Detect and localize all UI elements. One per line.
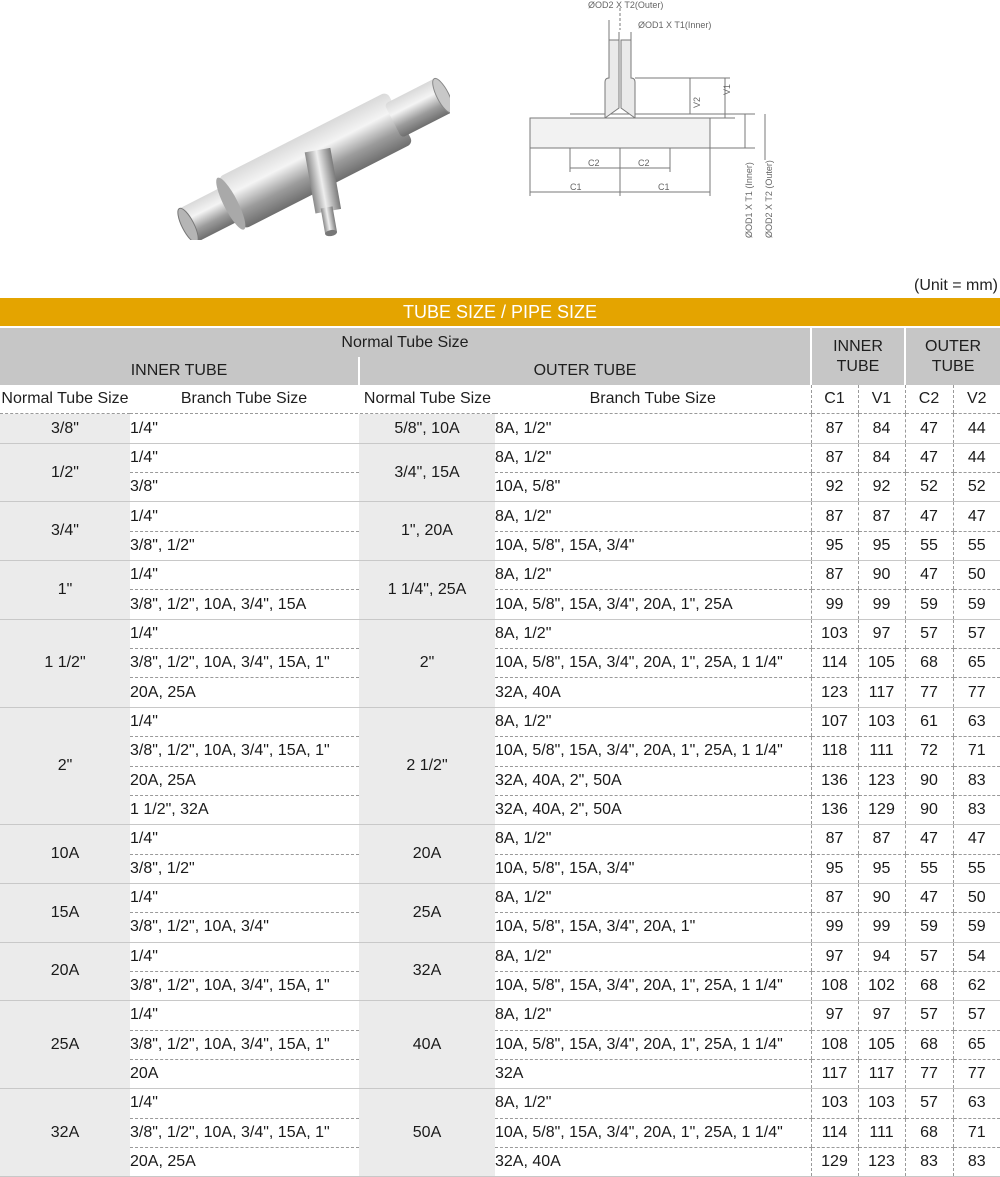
table-row [0,561,1000,590]
col-v1: V1 [858,385,905,414]
value-c2: 83 [905,1147,953,1176]
table-row [0,707,1000,736]
outer-normal-size: 40A [359,1001,495,1089]
col-normal-outer: Normal Tube Size [359,385,495,414]
table-row [0,1030,1000,1059]
value-c1: 129 [811,1147,858,1176]
value-c1: 108 [811,971,858,1000]
inner-normal-size: 20A [0,942,130,1001]
outer-branch-size: 8A, 1/2" [495,942,811,971]
col-c2: C2 [905,385,953,414]
dim-c2-left: C2 [588,158,600,168]
value-v1: 123 [858,1147,905,1176]
value-c1: 136 [811,766,858,795]
value-v2: 62 [953,971,1000,1000]
figure-area [0,0,1000,270]
value-v2: 44 [953,414,1000,443]
value-c1: 87 [811,502,858,531]
tee-dimension-drawing [520,0,790,250]
inner-branch-size: 3/8", 1/2", 10A, 3/4", 15A, 1" [130,971,359,1000]
table-row [0,795,1000,824]
table-row [0,473,1000,502]
value-c1: 87 [811,414,858,443]
value-v1: 123 [858,766,905,795]
value-v1: 117 [858,1059,905,1088]
table-body [0,414,1000,1177]
value-v1: 87 [858,502,905,531]
outer-normal-size: 2 1/2" [359,707,495,824]
value-v1: 111 [858,1118,905,1147]
value-v2: 83 [953,795,1000,824]
outer-normal-size: 32A [359,942,495,1001]
table-row [0,619,1000,648]
value-c1: 108 [811,1030,858,1059]
value-v2: 54 [953,942,1000,971]
dim-c1-left: C1 [570,182,582,192]
outer-normal-size: 50A [359,1089,495,1177]
dim-v2: V2 [692,96,702,108]
outer-branch-size: 10A, 5/8" [495,473,811,502]
outer-branch-size: 32A, 40A [495,678,811,707]
outer-branch-size: 32A, 40A [495,1147,811,1176]
inner-branch-size: 3/8", 1/2", 10A, 3/4", 15A, 1" [130,1118,359,1147]
outer-branch-size: 10A, 5/8", 15A, 3/4", 20A, 1", 25A, 1 1/4" [495,971,811,1000]
inner-normal-size: 3/4" [0,502,130,561]
value-c1: 87 [811,443,858,472]
inner-branch-size: 20A, 25A [130,678,359,707]
value-c2: 90 [905,766,953,795]
value-c1: 87 [811,825,858,854]
table-row [0,590,1000,619]
inner-branch-size: 20A, 25A [130,1147,359,1176]
inner-branch-size: 1/4" [130,883,359,912]
value-v2: 71 [953,737,1000,766]
value-v1: 99 [858,590,905,619]
value-v1: 103 [858,707,905,736]
value-v1: 90 [858,561,905,590]
value-c2: 90 [905,795,953,824]
inner-tube-header: INNER TUBE [0,357,359,385]
value-c2: 47 [905,883,953,912]
value-c2: 72 [905,737,953,766]
value-c2: 52 [905,473,953,502]
value-c2: 47 [905,414,953,443]
outer-branch-size: 10A, 5/8", 15A, 3/4", 20A, 1", 25A, 1 1/4" [495,1030,811,1059]
outer-tube-group-header: OUTER TUBE [905,327,1000,385]
table-row [0,971,1000,1000]
value-c2: 57 [905,619,953,648]
value-c2: 47 [905,825,953,854]
value-v2: 63 [953,707,1000,736]
value-v1: 95 [858,531,905,560]
outer-branch-size: 10A, 5/8", 15A, 3/4" [495,531,811,560]
table-row [0,913,1000,942]
col-v2: V2 [953,385,1000,414]
value-c2: 61 [905,707,953,736]
value-c2: 57 [905,942,953,971]
outer-tube-header: OUTER TUBE [359,357,811,385]
table-row [0,942,1000,971]
value-c1: 99 [811,913,858,942]
table-row [0,443,1000,472]
value-v2: 44 [953,443,1000,472]
value-v2: 57 [953,1001,1000,1030]
inner-branch-size: 3/8", 1/2" [130,854,359,883]
outer-branch-size: 8A, 1/2" [495,707,811,736]
outer-branch-size: 32A [495,1059,811,1088]
outer-branch-size: 10A, 5/8", 15A, 3/4", 20A, 1" [495,913,811,942]
value-v2: 77 [953,678,1000,707]
value-v1: 129 [858,795,905,824]
table-row [0,414,1000,443]
table-row [0,737,1000,766]
value-v1: 90 [858,883,905,912]
value-v1: 97 [858,1001,905,1030]
value-c1: 107 [811,707,858,736]
value-v1: 105 [858,649,905,678]
dim-od1-top: ØOD1 X T1(Inner) [638,20,712,30]
outer-branch-size: 8A, 1/2" [495,561,811,590]
inner-branch-size: 1/4" [130,414,359,443]
table-title: TUBE SIZE / PIPE SIZE [0,298,1000,327]
table-row [0,649,1000,678]
table-row [0,502,1000,531]
value-v1: 99 [858,913,905,942]
unit-note: (Unit = mm) [914,277,998,294]
table-row [0,766,1000,795]
value-c1: 136 [811,795,858,824]
value-c1: 118 [811,737,858,766]
table-row [0,678,1000,707]
col-c1: C1 [811,385,858,414]
inner-branch-size: 1/4" [130,561,359,590]
table-row [0,1001,1000,1030]
outer-branch-size: 8A, 1/2" [495,619,811,648]
table-row [0,1147,1000,1176]
outer-branch-size: 8A, 1/2" [495,502,811,531]
value-c1: 92 [811,473,858,502]
outer-branch-size: 8A, 1/2" [495,414,811,443]
table-row [0,825,1000,854]
value-c2: 47 [905,561,953,590]
tee-fitting-photo [160,40,450,240]
value-c2: 68 [905,971,953,1000]
outer-branch-size: 10A, 5/8", 15A, 3/4", 20A, 1", 25A [495,590,811,619]
inner-branch-size: 1/4" [130,443,359,472]
outer-normal-size: 1 1/4", 25A [359,561,495,620]
value-v2: 55 [953,531,1000,560]
size-table [0,298,1000,1177]
value-v2: 65 [953,1030,1000,1059]
col-normal-inner: Normal Tube Size [0,385,130,414]
inner-branch-size: 20A [130,1059,359,1088]
value-v2: 50 [953,561,1000,590]
value-c2: 59 [905,590,953,619]
value-v2: 77 [953,1059,1000,1088]
inner-branch-size: 1/4" [130,1089,359,1118]
table-row [0,1089,1000,1118]
outer-normal-size: 3/4", 15A [359,443,495,502]
value-c2: 47 [905,502,953,531]
outer-branch-size: 8A, 1/2" [495,825,811,854]
value-c2: 57 [905,1001,953,1030]
normal-tube-size-header: Normal Tube Size [0,327,811,356]
value-c1: 103 [811,1089,858,1118]
value-c2: 68 [905,1118,953,1147]
value-c2: 68 [905,1030,953,1059]
value-v1: 94 [858,942,905,971]
inner-tube-group-header: INNER TUBE [811,327,905,385]
inner-normal-size: 25A [0,1001,130,1089]
inner-normal-size: 1/2" [0,443,130,502]
value-v1: 105 [858,1030,905,1059]
value-c1: 97 [811,1001,858,1030]
value-c2: 57 [905,1089,953,1118]
outer-normal-size: 20A [359,825,495,884]
value-v1: 92 [858,473,905,502]
outer-normal-size: 25A [359,883,495,942]
value-v2: 55 [953,854,1000,883]
value-c2: 55 [905,854,953,883]
value-c2: 59 [905,913,953,942]
dim-od2-top: ØOD2 X T2(Outer) [588,0,664,10]
table-row [0,1118,1000,1147]
inner-branch-size: 1/4" [130,502,359,531]
inner-branch-size: 3/8", 1/2", 10A, 3/4", 15A, 1" [130,1030,359,1059]
value-v1: 87 [858,825,905,854]
value-v2: 83 [953,766,1000,795]
value-c1: 117 [811,1059,858,1088]
value-v1: 84 [858,443,905,472]
outer-branch-size: 32A, 40A, 2", 50A [495,795,811,824]
value-v2: 83 [953,1147,1000,1176]
value-v2: 50 [953,883,1000,912]
inner-branch-size: 1/4" [130,707,359,736]
value-v2: 57 [953,619,1000,648]
value-v2: 71 [953,1118,1000,1147]
table-row [0,1059,1000,1088]
outer-normal-size: 1", 20A [359,502,495,561]
col-branch-outer: Branch Tube Size [495,385,811,414]
value-c2: 47 [905,443,953,472]
inner-branch-size: 3/8", 1/2" [130,531,359,560]
value-v2: 47 [953,502,1000,531]
outer-normal-size: 2" [359,619,495,707]
dim-od2-side: ØOD2 X T2 (Outer) [764,160,774,238]
inner-branch-size: 1/4" [130,619,359,648]
outer-branch-size: 10A, 5/8", 15A, 3/4", 20A, 1", 25A, 1 1/4" [495,1118,811,1147]
dim-c1-right: C1 [658,182,670,192]
value-c1: 87 [811,561,858,590]
value-v1: 111 [858,737,905,766]
value-c1: 114 [811,1118,858,1147]
table-row [0,854,1000,883]
value-v2: 59 [953,913,1000,942]
value-v2: 59 [953,590,1000,619]
inner-branch-size: 1 1/2", 32A [130,795,359,824]
outer-normal-size: 5/8", 10A [359,414,495,443]
value-c1: 95 [811,531,858,560]
value-v1: 97 [858,619,905,648]
outer-branch-size: 10A, 5/8", 15A, 3/4" [495,854,811,883]
value-v1: 95 [858,854,905,883]
value-c2: 77 [905,1059,953,1088]
inner-branch-size: 3/8" [130,473,359,502]
value-c1: 87 [811,883,858,912]
inner-branch-size: 1/4" [130,942,359,971]
value-v2: 63 [953,1089,1000,1118]
outer-branch-size: 10A, 5/8", 15A, 3/4", 20A, 1", 25A, 1 1/4" [495,737,811,766]
value-c1: 99 [811,590,858,619]
value-c2: 77 [905,678,953,707]
outer-branch-size: 8A, 1/2" [495,1089,811,1118]
value-c1: 95 [811,854,858,883]
col-branch-inner: Branch Tube Size [130,385,359,414]
value-c1: 97 [811,942,858,971]
inner-branch-size: 20A, 25A [130,766,359,795]
inner-branch-size: 3/8", 1/2", 10A, 3/4", 15A, 1" [130,649,359,678]
value-c1: 103 [811,619,858,648]
inner-normal-size: 10A [0,825,130,884]
inner-normal-size: 2" [0,707,130,824]
inner-normal-size: 3/8" [0,414,130,443]
value-v1: 117 [858,678,905,707]
value-c2: 55 [905,531,953,560]
value-v2: 65 [953,649,1000,678]
inner-branch-size: 3/8", 1/2", 10A, 3/4", 15A, 1" [130,737,359,766]
value-c1: 123 [811,678,858,707]
table-row [0,883,1000,912]
outer-branch-size: 8A, 1/2" [495,1001,811,1030]
dim-v1: V1 [722,83,732,95]
inner-normal-size: 32A [0,1089,130,1177]
table-row [0,531,1000,560]
value-c2: 68 [905,649,953,678]
value-c1: 114 [811,649,858,678]
value-v1: 102 [858,971,905,1000]
inner-normal-size: 1 1/2" [0,619,130,707]
outer-branch-size: 8A, 1/2" [495,883,811,912]
dim-c2-right: C2 [638,158,650,168]
outer-branch-size: 8A, 1/2" [495,443,811,472]
inner-branch-size: 3/8", 1/2", 10A, 3/4" [130,913,359,942]
value-v1: 103 [858,1089,905,1118]
dim-od1-side: ØOD1 X T1 (Inner) [744,162,754,238]
value-v2: 47 [953,825,1000,854]
outer-branch-size: 32A, 40A, 2", 50A [495,766,811,795]
inner-branch-size: 1/4" [130,825,359,854]
outer-branch-size: 10A, 5/8", 15A, 3/4", 20A, 1", 25A, 1 1/4" [495,649,811,678]
inner-branch-size: 1/4" [130,1001,359,1030]
inner-normal-size: 1" [0,561,130,620]
inner-normal-size: 15A [0,883,130,942]
value-v2: 52 [953,473,1000,502]
value-v1: 84 [858,414,905,443]
inner-branch-size: 3/8", 1/2", 10A, 3/4", 15A [130,590,359,619]
